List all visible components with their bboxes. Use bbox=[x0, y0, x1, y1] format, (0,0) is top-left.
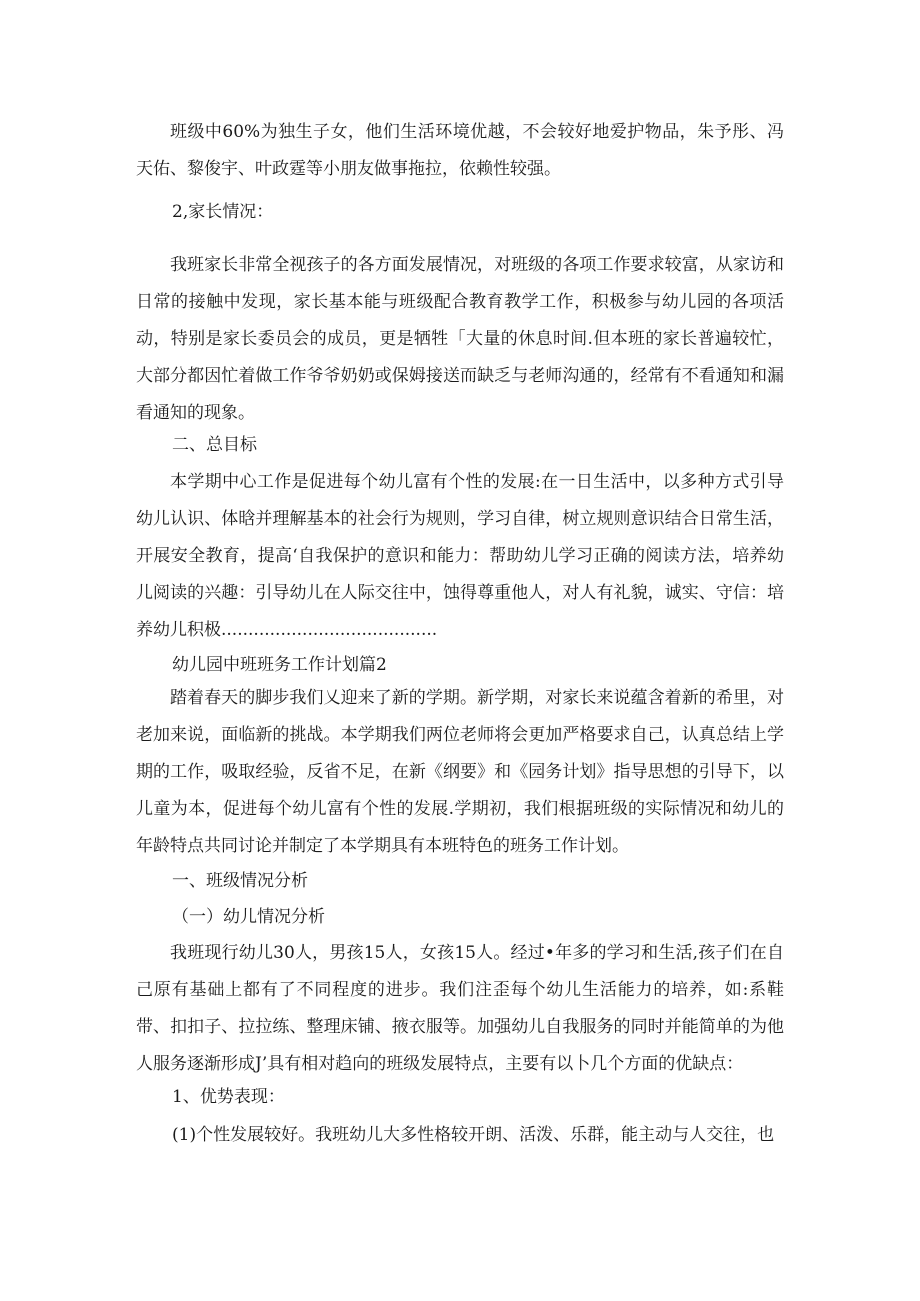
paragraph-personality-development: (1)个性发展较好。我班幼儿大多性格较开朗、活泼、乐群，能主动与人交往，也 bbox=[172, 1125, 775, 1145]
paragraph-only-child-ratio: 班级中60%为独生子女，他们生活环境优越，不会较好地爱护物品，朱予彤、冯天佑、黎俊宇、叶政霆等小朋友做事拖拉，依赖性较强。 bbox=[136, 122, 784, 179]
paragraph-parent-situation: 我班家长非常全视孩子的各方面发展情况，对班级的各项工作要求较富，从家访和日常的接触中发现，家长基本能与班级配合教育教学工作，积极参与幼儿园的各项活动，特别是家长委员会的成员，更是牺牲「大量的休息时间.但本班的家长普遍较忙，大部分都因忙着做工作爷爷奶奶或保姆接送而缺乏与老师沟通的，经常有不看通知和漏看通知的现象。 bbox=[136, 255, 784, 423]
heading-class-analysis: 一、班级情况分析 bbox=[172, 871, 308, 891]
heading-overall-goals: 二、总目标 bbox=[172, 435, 257, 455]
paragraph-overall-goals: 本学期中心工作是促进每个幼儿富有个性的发展:在一日生活中，以多种方式引导幼儿认识、体晗并理解基本的社会行为规则，学习自律，树立规则意识结合日常生活，开展安全教育，提高‘自我保护的意识和能力：帮助幼儿学习正确的阅读方法，培养幼儿阅读的兴趣：引导幼儿在人际交往中，蚀得尊重他人，对人有礼貌，诚实、守信：培养幼儿积极........................................ bbox=[136, 472, 784, 640]
heading-work-plan-part-2: 幼儿园中班班务工作计划篇2 bbox=[172, 655, 387, 675]
heading-parent-situation: 2,家长情况： bbox=[172, 202, 274, 222]
heading-strengths: 1、优势表现： bbox=[172, 1087, 285, 1107]
paragraph-new-semester: 踏着春天的脚步我们乂迎来了新的学期。新学期，对家长来说蕴含着新的希里，对老加来说，面临新的挑战。本学期我们两位老师将会更加严格要求自己，认真总结上学期的工作，吸取经验，反省不足，在新《纲要》和《园务计划》指导思想的引导下，以儿童为本，促进每个幼儿富有个性的发展.学期初，我们根据班级的实际情况和幼儿的年龄特点共同讨论并制定了本学期具有本班特色的班务工作计划。 bbox=[136, 688, 784, 856]
paragraph-children-analysis: 我班现行幼儿30人，男孩15人，女孩15人。经过•年多的学习和生活,孩子们在自己原有基础上都有了不同程度的进步。我们注歪每个幼儿生活能力的培养，如:系鞋带、扣扣子、拉拉练、整理床铺、掖衣服等。加强幼儿自我服务的同时并能简单的为他人服务逐渐形成J’具有相对趋向的班级发展特点，主要有以卜几个方面的优缺点： bbox=[136, 943, 784, 1074]
subheading-children-analysis: （一）幼儿情况分析 bbox=[172, 907, 325, 927]
